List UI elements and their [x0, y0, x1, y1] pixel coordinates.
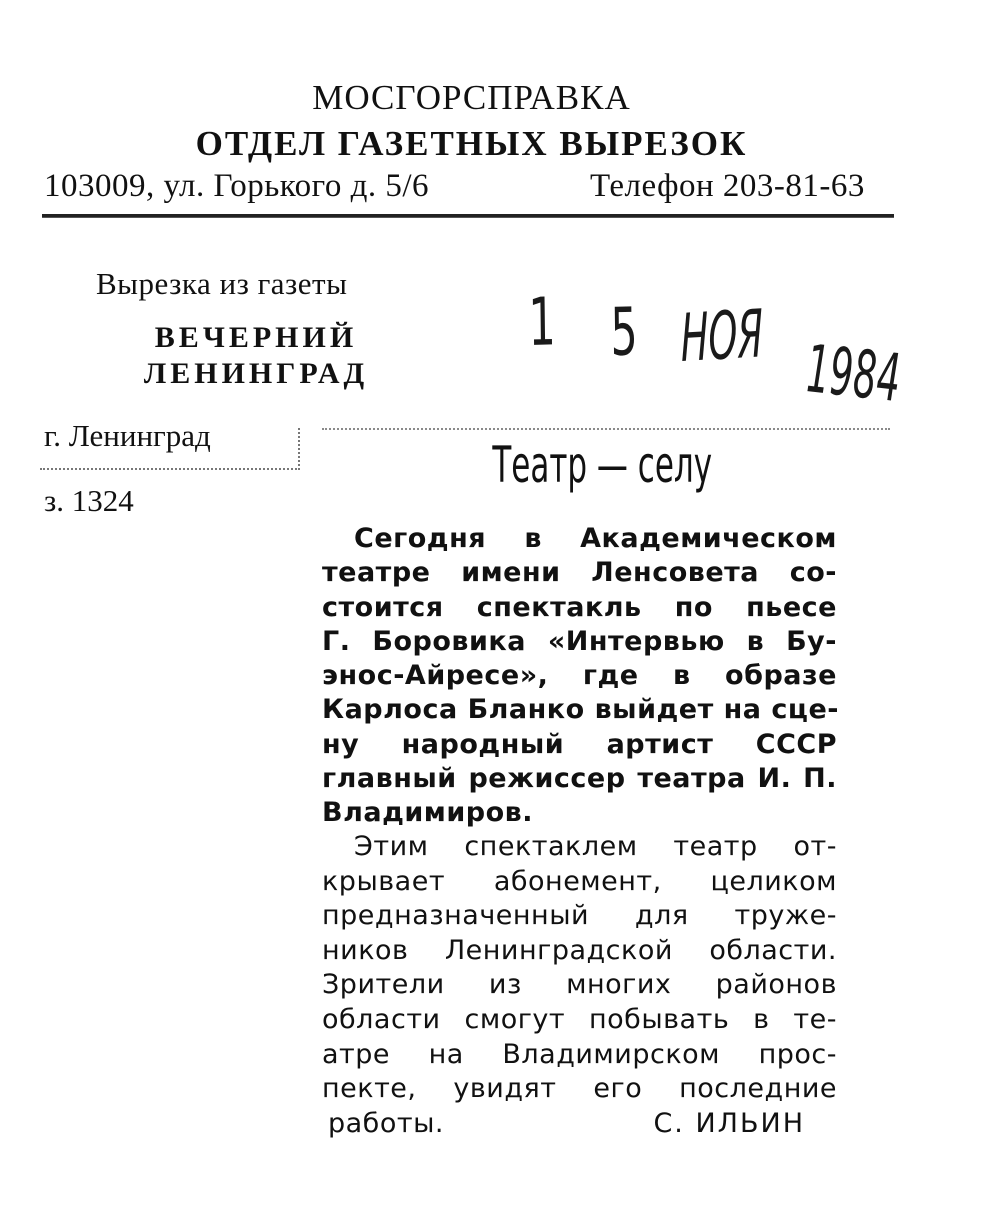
article-line: главный режиссер театра И. П. — [322, 763, 837, 795]
article-last-words: работы. — [328, 1107, 444, 1139]
newspaper-name-line-1: ВЕЧЕРНИЙ — [154, 321, 358, 354]
article-line: Этим спектаклем театр от- — [354, 831, 837, 862]
article-line: пекте, увидят его последние — [322, 1073, 837, 1105]
article-line: области смогут побывать в те- — [322, 1003, 837, 1035]
date-stamp-day-digit-2: 5 — [609, 293, 639, 371]
article-line: стоится спектакль по пьесе — [322, 591, 837, 623]
article-lead-paragraph — [322, 522, 837, 831]
article-line: атре на Владимирском прос- — [322, 1038, 837, 1070]
phone-number: Телефон 203-81-63 — [590, 168, 865, 204]
article-line: ну народный артист СССР — [322, 728, 837, 760]
clipping-source-label: Вырезка из газеты — [96, 266, 348, 301]
clipping-top-edge — [322, 428, 890, 430]
date-stamp-month: НОЯ — [679, 295, 764, 377]
newspaper-name-line-2: ЛЕНИНГРАД — [143, 357, 369, 390]
article-line: ников Ленинградской области. — [322, 934, 837, 966]
city: г. Ленинград — [44, 418, 211, 453]
address: 103009, ул. Горького д. 5/6 — [44, 168, 430, 204]
article-headline — [322, 436, 882, 494]
article-author: С. ИЛЬИН — [653, 1107, 805, 1139]
article-line: предназначенный для труже- — [322, 900, 837, 932]
article-line: Зрители из многих районов — [322, 969, 837, 1001]
article-closing-line — [322, 1107, 837, 1142]
article-headline-text: Театр — селу — [492, 436, 712, 494]
article-line: Владимиров. — [322, 797, 534, 829]
header-divider — [42, 214, 894, 218]
article-body-paragraph — [322, 830, 837, 1141]
article-line: Карлоса Бланко выйдет на сце- — [322, 694, 839, 726]
article-line: театре имени Ленсовета со- — [322, 557, 837, 589]
article-line: крывает абонемент, целиком — [322, 865, 837, 897]
date-stamp-day-digit-1: 1 — [527, 283, 557, 361]
newspaper-name — [100, 320, 412, 392]
organization-name: МОСГОРСПРАВКА — [312, 78, 631, 117]
article-line: Г. Боровика «Интервью в Бу- — [322, 625, 837, 657]
article-line: энос-Айресе», где в образе — [322, 660, 837, 692]
article-line: Сегодня в Академическом — [354, 523, 837, 554]
issue-number: з. 1324 — [44, 483, 134, 518]
date-stamp-year: 1984 — [804, 330, 902, 418]
department-name: ОТДЕЛ ГАЗЕТНЫХ ВЫРЕЗОК — [195, 124, 748, 163]
